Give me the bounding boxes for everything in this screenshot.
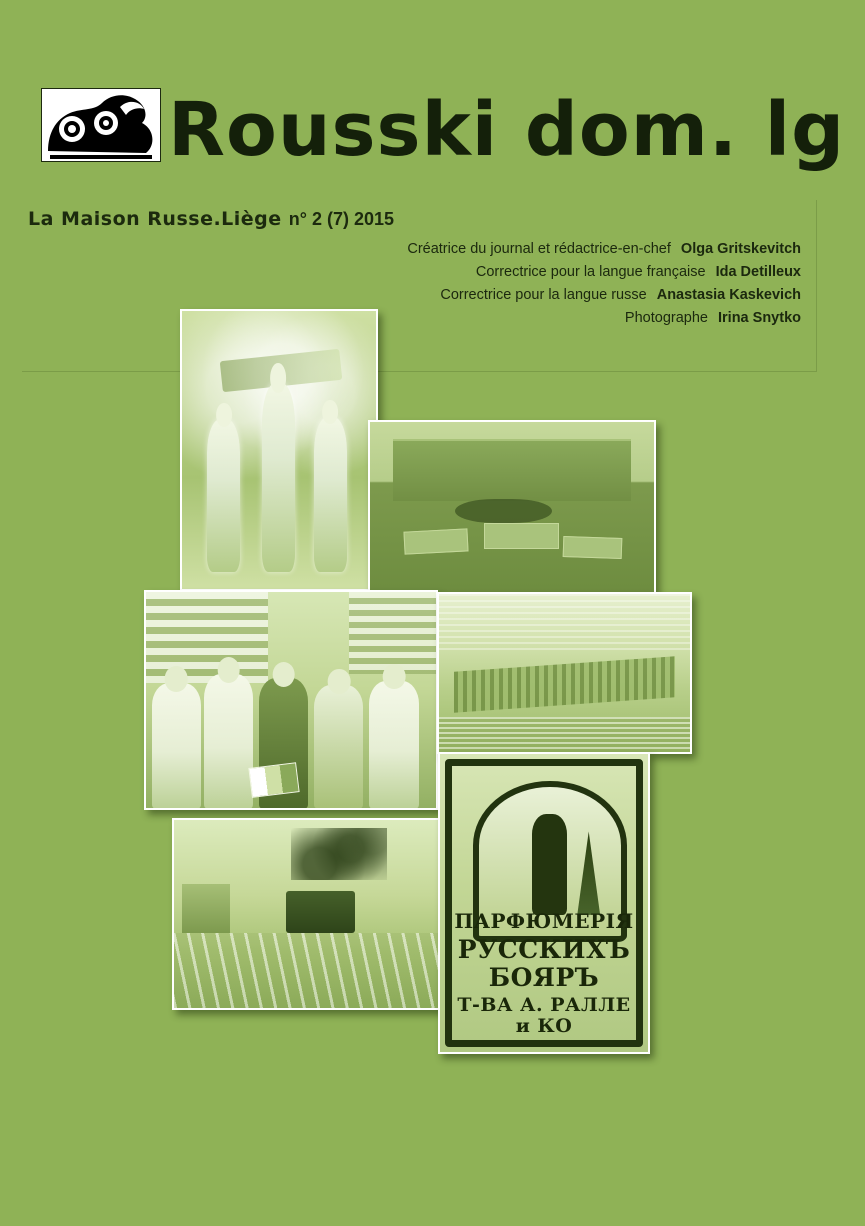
issue-number: n° 2 (7) 2015: [288, 209, 395, 229]
credit-role: Photographe: [624, 310, 708, 326]
photo-train-image: [174, 820, 440, 1008]
person-head: [327, 669, 350, 694]
engraved-sky: [439, 594, 690, 651]
station-building: [182, 884, 230, 933]
memorial-figure: [455, 499, 552, 523]
muse-figure: [262, 383, 295, 572]
muse-head: [216, 403, 232, 427]
railway-tracks: [174, 933, 440, 1008]
photo-fortress-image: [439, 594, 690, 752]
photo-train: [172, 818, 442, 1010]
person-head: [383, 664, 406, 689]
photo-muses-image: [182, 311, 376, 589]
credit-role: Correctrice pour la langue française: [475, 264, 706, 280]
page-title: Rousski dom. lg: [168, 87, 846, 173]
muse-head: [270, 363, 286, 393]
photo-veterans: [144, 590, 438, 810]
photo-monument: [368, 420, 656, 598]
memorial-wall: [393, 439, 632, 500]
memorial-wreath: [404, 528, 470, 554]
photo-veterans-image: [146, 592, 436, 808]
credit-role: Créatrice du journal et rédactrice-en-chef: [407, 241, 671, 257]
muse-figure: [207, 419, 240, 572]
person-figure: [314, 685, 363, 808]
memorial-wreath: [484, 523, 560, 549]
person-head: [165, 666, 188, 691]
river: [439, 717, 690, 752]
photo-muses: [180, 309, 378, 591]
perfume-label-text: [452, 910, 635, 1040]
photo-monument-image: [370, 422, 654, 596]
perfume-label-line-2: РУССКИХЪ БОЯРЪ: [457, 934, 631, 992]
muse-figure: [314, 417, 347, 573]
person-figure: [152, 683, 201, 808]
person-figure: [369, 681, 418, 808]
label-figure: [532, 814, 567, 915]
flag-backdrop: [146, 592, 268, 683]
credit-name: Olga Gritskevitch: [680, 241, 801, 257]
muse-head: [322, 400, 338, 425]
credit-role: Correctrice pour la langue russe: [440, 287, 647, 303]
photo-perfume-image: [440, 754, 648, 1052]
person-figure: [204, 674, 253, 808]
credit-name: Irina Snytko: [718, 310, 801, 326]
handheld-flag: [249, 762, 301, 798]
photo-perfume-label: [438, 752, 650, 1054]
credit-name: Anastasia Kaskevich: [656, 287, 801, 303]
credit-name: Ida Detilleux: [715, 264, 801, 280]
fortress-wall: [454, 656, 675, 713]
memorial-wreath: [563, 536, 622, 559]
publication-name: La Maison Russe.Liège: [28, 208, 282, 230]
person-head: [272, 662, 295, 688]
person-head: [217, 657, 240, 684]
locomotive-smoke: [291, 828, 387, 881]
perfume-label-line-3: Т-ВА А. РАЛЛЕ и КО: [457, 993, 631, 1037]
locomotive: [286, 891, 355, 932]
photo-fortress: [437, 592, 692, 754]
perfume-label-line-1: ПАРФЮМЕРІЯ: [454, 909, 634, 934]
flag-backdrop: [349, 592, 436, 674]
